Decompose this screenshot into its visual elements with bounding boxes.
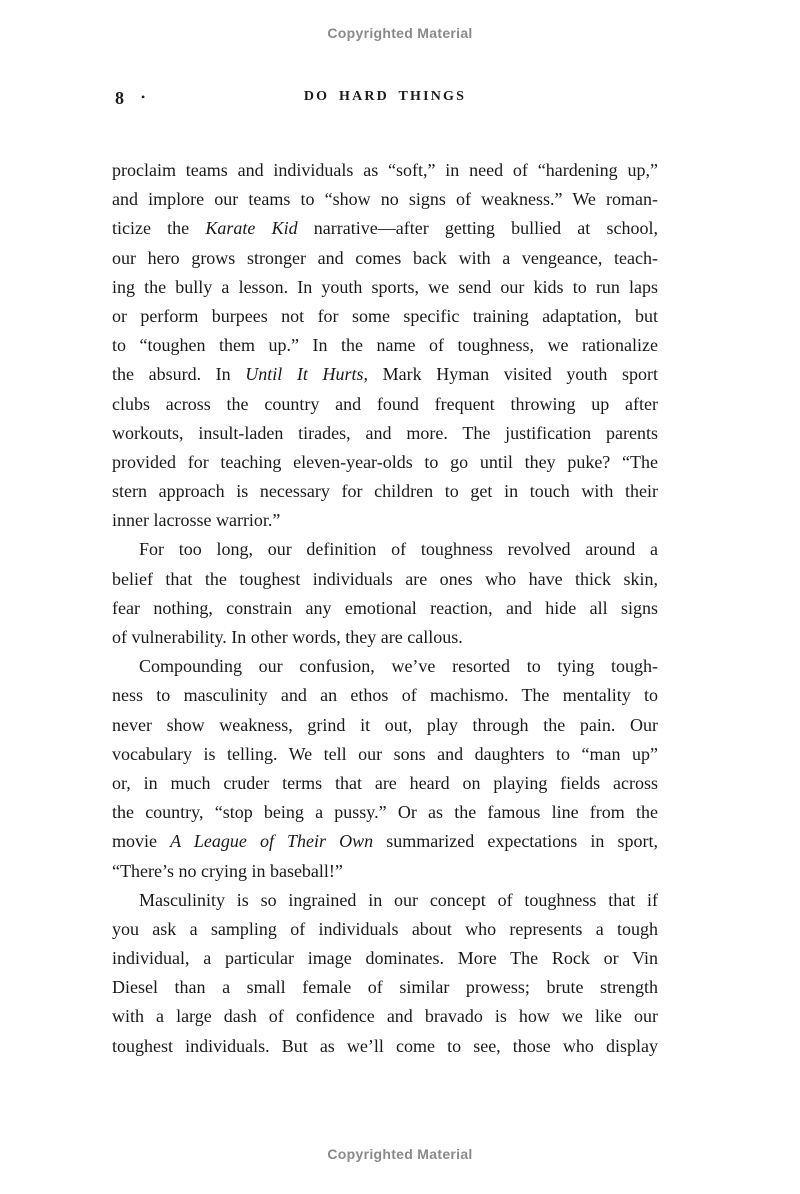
body-line-text: fear nothing, constrain any emotional reaction, and hide all signs [112, 597, 658, 618]
body-line-text: inner lacrosse warrior.” [112, 510, 281, 531]
body-line-text: our hero grows stronger and comes back with a vengeance, teach- [112, 247, 658, 268]
body-line [112, 857, 658, 886]
body-line [112, 214, 658, 243]
body-line [112, 360, 658, 389]
body-line-text: ness to masculinity and an ethos of machismo. The mentality to [112, 685, 658, 706]
body-line-text: or perform burpees not for some specific training adaptation, but [112, 305, 658, 326]
body-line-text: individual, a particular image dominates. More The Rock or Vin [112, 948, 658, 969]
running-header [112, 87, 658, 109]
body-line-text: the absurd. In [112, 364, 246, 385]
body-line [112, 1032, 658, 1061]
body-line-text: of vulnerability. In other words, they are callous. [112, 627, 463, 647]
body-line-text: For too long, our definition of toughness revolved around a [139, 539, 658, 560]
body-line-text: to “toughen them up.” In the name of toughness, we rationalize [112, 335, 658, 356]
body-line [112, 652, 658, 681]
body-text [112, 156, 658, 1061]
body-line-text: Masculinity is so ingrained in our concept of toughness that if [139, 889, 658, 910]
body-line [112, 244, 658, 273]
body-line [112, 798, 658, 827]
body-line-text: you ask a sampling of individuals about who represents a tough [112, 918, 658, 939]
body-line-text: movie [112, 831, 171, 852]
body-line-text: “There’s no crying in baseball!” [112, 860, 343, 881]
body-line [112, 681, 658, 710]
body-line [112, 769, 658, 798]
body-line [112, 623, 658, 652]
body-line [112, 915, 658, 944]
page-number: 8 [115, 88, 124, 108]
body-line [112, 331, 658, 360]
body-line [112, 185, 658, 214]
body-line-text: never show weakness, grind it out, play through the pain. Our [112, 714, 658, 735]
body-line [112, 506, 658, 535]
body-line [112, 273, 658, 302]
body-line [112, 302, 658, 331]
body-line-text: ticize the [112, 218, 206, 239]
body-line-text: narrative—after getting bullied at school, [297, 218, 658, 239]
body-line-text: Compounding our confusion, we’ve resorted to tying tough- [139, 656, 658, 677]
body-line [112, 535, 658, 564]
body-line [112, 711, 658, 740]
body-line-text: toughest individuals. But as we’ll come to see, those who display [112, 1035, 658, 1056]
running-head-title: DO HARD THINGS [303, 89, 467, 104]
body-line [112, 419, 658, 448]
body-line-text: and implore our teams to “show no signs of weakness.” We roman- [112, 189, 658, 210]
body-line-text: the country, “stop being a pussy.” Or as the famous line from the [112, 802, 658, 823]
body-line-text: stern approach is necessary for children to get in touch with their [112, 481, 658, 502]
body-line [112, 973, 658, 1002]
copyright-notice-top: Copyrighted Material [327, 25, 473, 41]
body-line-text: , Mark Hyman visited youth sport [363, 364, 658, 385]
copyright-notice-bottom: Copyrighted Material [327, 1146, 473, 1162]
body-line-text: belief that the toughest individuals are ones who have thick skin, [112, 568, 658, 589]
body-line [112, 565, 658, 594]
body-line-text: provided for teaching eleven-year-olds to go until they puke? “The [112, 451, 658, 472]
body-line-text: clubs across the country and found frequent throwing up after [112, 393, 658, 414]
italic-title-text: Karate Kid [205, 218, 298, 239]
body-line-text: ing the bully a lesson. In youth sports, we send our kids to run laps [112, 276, 658, 297]
body-line-text: summarized expectations in sport, [373, 831, 659, 852]
body-line [112, 740, 658, 769]
body-line [112, 477, 658, 506]
italic-title-text: Until It Hurts [245, 364, 364, 385]
body-line [112, 448, 658, 477]
body-line [112, 390, 658, 419]
body-line-text: with a large dash of confidence and bravado is how we like our [112, 1006, 658, 1027]
body-line [112, 156, 658, 185]
body-line [112, 944, 658, 973]
body-line-text: or, in much cruder terms that are heard on playing fields across [112, 772, 658, 793]
body-line-text: Diesel than a small female of similar prowess; brute strength [112, 977, 658, 998]
body-line [112, 827, 658, 856]
body-line-text: workouts, insult-laden tirades, and more. The justification parents [112, 422, 658, 443]
separator-dot: • [141, 90, 146, 104]
body-line-text: vocabulary is telling. We tell our sons and daughters to “man up” [112, 743, 658, 764]
body-line [112, 594, 658, 623]
body-line [112, 886, 658, 915]
body-line-text: proclaim teams and individuals as “soft,” in need of “hardening up,” [112, 160, 658, 180]
italic-title-text: A League of Their Own [170, 831, 374, 852]
body-line [112, 1002, 658, 1031]
